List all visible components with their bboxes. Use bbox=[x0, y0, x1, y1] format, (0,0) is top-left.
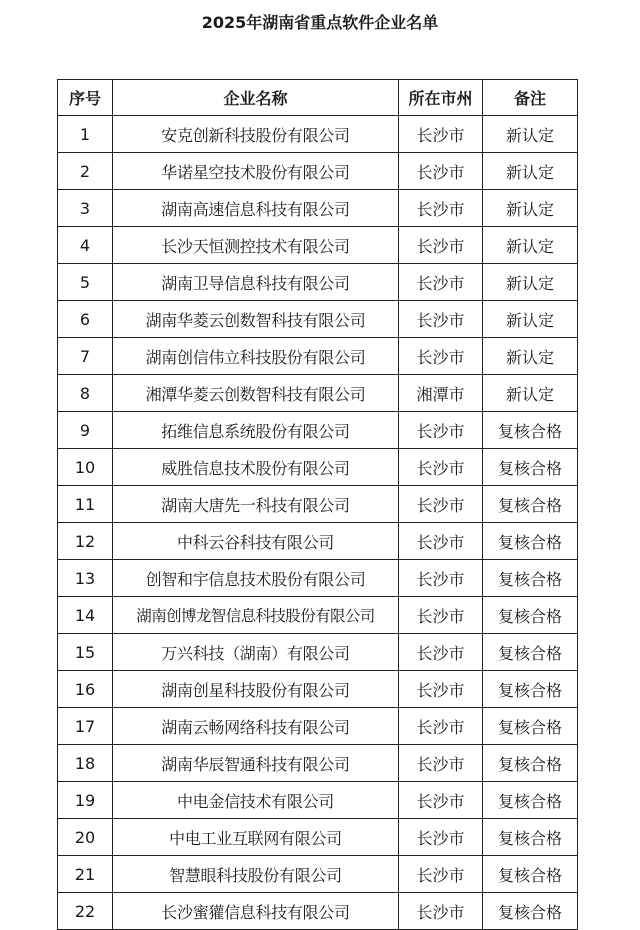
cell-enterprise-name: 长沙蜜獾信息科技有限公司 bbox=[113, 893, 399, 930]
cell-city: 长沙市 bbox=[399, 597, 483, 634]
cell-no: 10 bbox=[58, 449, 113, 486]
cell-enterprise-name: 湖南高速信息科技有限公司 bbox=[113, 190, 399, 227]
cell-enterprise-name: 拓维信息系统股份有限公司 bbox=[113, 412, 399, 449]
cell-enterprise-name: 智慧眼科技股份有限公司 bbox=[113, 856, 399, 893]
cell-no: 13 bbox=[58, 560, 113, 597]
cell-enterprise-name: 威胜信息技术股份有限公司 bbox=[113, 449, 399, 486]
cell-note: 新认定 bbox=[483, 116, 578, 153]
table-row bbox=[58, 708, 578, 745]
cell-city: 长沙市 bbox=[399, 412, 483, 449]
cell-note: 复核合格 bbox=[483, 782, 578, 819]
cell-enterprise-name: 湖南创博龙智信息科技股份有限公司 bbox=[113, 597, 399, 634]
table-row bbox=[58, 153, 578, 190]
cell-city: 长沙市 bbox=[399, 560, 483, 597]
cell-note: 复核合格 bbox=[483, 893, 578, 930]
cell-note: 新认定 bbox=[483, 301, 578, 338]
table-header-row bbox=[58, 80, 578, 116]
cell-no: 12 bbox=[58, 523, 113, 560]
cell-no: 22 bbox=[58, 893, 113, 930]
cell-note: 复核合格 bbox=[483, 412, 578, 449]
cell-enterprise-name: 湖南华菱云创数智科技有限公司 bbox=[113, 301, 399, 338]
cell-enterprise-name: 湘潭华菱云创数智科技有限公司 bbox=[113, 375, 399, 412]
cell-city: 长沙市 bbox=[399, 116, 483, 153]
cell-no: 4 bbox=[58, 227, 113, 264]
table-row bbox=[58, 338, 578, 375]
table-row bbox=[58, 449, 578, 486]
table-body bbox=[58, 116, 578, 930]
table-row bbox=[58, 782, 578, 819]
cell-city: 长沙市 bbox=[399, 893, 483, 930]
cell-city: 长沙市 bbox=[399, 338, 483, 375]
table-row bbox=[58, 375, 578, 412]
table-row bbox=[58, 486, 578, 523]
cell-note: 新认定 bbox=[483, 264, 578, 301]
table-row bbox=[58, 856, 578, 893]
cell-city: 长沙市 bbox=[399, 708, 483, 745]
cell-no: 5 bbox=[58, 264, 113, 301]
header-no: 序号 bbox=[58, 80, 113, 116]
header-name: 企业名称 bbox=[113, 80, 399, 116]
cell-city: 长沙市 bbox=[399, 301, 483, 338]
cell-note: 复核合格 bbox=[483, 745, 578, 782]
table-row bbox=[58, 671, 578, 708]
table-row bbox=[58, 412, 578, 449]
cell-no: 17 bbox=[58, 708, 113, 745]
cell-no: 3 bbox=[58, 190, 113, 227]
document-title: 2025年湖南省重点软件企业名单 bbox=[201, 13, 439, 32]
cell-note: 新认定 bbox=[483, 338, 578, 375]
cell-note: 新认定 bbox=[483, 375, 578, 412]
cell-city: 长沙市 bbox=[399, 486, 483, 523]
cell-no: 7 bbox=[58, 338, 113, 375]
cell-city: 长沙市 bbox=[399, 264, 483, 301]
cell-note: 复核合格 bbox=[483, 671, 578, 708]
cell-note: 新认定 bbox=[483, 190, 578, 227]
cell-note: 新认定 bbox=[483, 227, 578, 264]
cell-no: 16 bbox=[58, 671, 113, 708]
cell-note: 复核合格 bbox=[483, 597, 578, 634]
table-row bbox=[58, 634, 578, 671]
cell-no: 1 bbox=[58, 116, 113, 153]
cell-no: 6 bbox=[58, 301, 113, 338]
cell-city: 长沙市 bbox=[399, 745, 483, 782]
cell-enterprise-name: 万兴科技（湖南）有限公司 bbox=[113, 634, 399, 671]
cell-city: 长沙市 bbox=[399, 856, 483, 893]
table-row bbox=[58, 893, 578, 930]
cell-city: 长沙市 bbox=[399, 227, 483, 264]
cell-no: 15 bbox=[58, 634, 113, 671]
header-note: 备注 bbox=[483, 80, 578, 116]
cell-enterprise-name: 中电金信技术有限公司 bbox=[113, 782, 399, 819]
cell-enterprise-name: 创智和宇信息技术股份有限公司 bbox=[113, 560, 399, 597]
cell-enterprise-name: 中科云谷科技有限公司 bbox=[113, 523, 399, 560]
table-row bbox=[58, 301, 578, 338]
cell-city: 长沙市 bbox=[399, 782, 483, 819]
cell-city: 长沙市 bbox=[399, 634, 483, 671]
cell-note: 复核合格 bbox=[483, 708, 578, 745]
cell-no: 14 bbox=[58, 597, 113, 634]
cell-enterprise-name: 湖南云畅网络科技有限公司 bbox=[113, 708, 399, 745]
cell-enterprise-name: 湖南大唐先一科技有限公司 bbox=[113, 486, 399, 523]
cell-enterprise-name: 中电工业互联网有限公司 bbox=[113, 819, 399, 856]
cell-enterprise-name: 安克创新科技股份有限公司 bbox=[113, 116, 399, 153]
enterprise-table bbox=[57, 79, 578, 930]
cell-city: 长沙市 bbox=[399, 671, 483, 708]
table-row bbox=[58, 597, 578, 634]
cell-city: 长沙市 bbox=[399, 819, 483, 856]
cell-note: 复核合格 bbox=[483, 856, 578, 893]
cell-enterprise-name: 湖南华辰智通科技有限公司 bbox=[113, 745, 399, 782]
cell-no: 11 bbox=[58, 486, 113, 523]
table-row bbox=[58, 264, 578, 301]
cell-no: 8 bbox=[58, 375, 113, 412]
table-row bbox=[58, 745, 578, 782]
cell-enterprise-name: 湖南卫导信息科技有限公司 bbox=[113, 264, 399, 301]
cell-enterprise-name: 湖南创信伟立科技股份有限公司 bbox=[113, 338, 399, 375]
cell-enterprise-name: 长沙天恒测控技术有限公司 bbox=[113, 227, 399, 264]
cell-no: 21 bbox=[58, 856, 113, 893]
cell-no: 9 bbox=[58, 412, 113, 449]
table-row bbox=[58, 116, 578, 153]
header-city: 所在市州 bbox=[399, 80, 483, 116]
cell-note: 复核合格 bbox=[483, 819, 578, 856]
cell-city: 长沙市 bbox=[399, 153, 483, 190]
table-row bbox=[58, 190, 578, 227]
cell-enterprise-name: 湖南创星科技股份有限公司 bbox=[113, 671, 399, 708]
cell-city: 湘潭市 bbox=[399, 375, 483, 412]
cell-note: 复核合格 bbox=[483, 560, 578, 597]
cell-enterprise-name: 华诺星空技术股份有限公司 bbox=[113, 153, 399, 190]
table-row bbox=[58, 560, 578, 597]
cell-no: 20 bbox=[58, 819, 113, 856]
cell-note: 复核合格 bbox=[483, 634, 578, 671]
cell-city: 长沙市 bbox=[399, 190, 483, 227]
cell-note: 复核合格 bbox=[483, 523, 578, 560]
cell-note: 复核合格 bbox=[483, 449, 578, 486]
cell-note: 新认定 bbox=[483, 153, 578, 190]
cell-no: 2 bbox=[58, 153, 113, 190]
table-row bbox=[58, 227, 578, 264]
cell-note: 复核合格 bbox=[483, 486, 578, 523]
cell-city: 长沙市 bbox=[399, 523, 483, 560]
table-row bbox=[58, 523, 578, 560]
cell-no: 18 bbox=[58, 745, 113, 782]
table-row bbox=[58, 819, 578, 856]
cell-city: 长沙市 bbox=[399, 449, 483, 486]
cell-no: 19 bbox=[58, 782, 113, 819]
